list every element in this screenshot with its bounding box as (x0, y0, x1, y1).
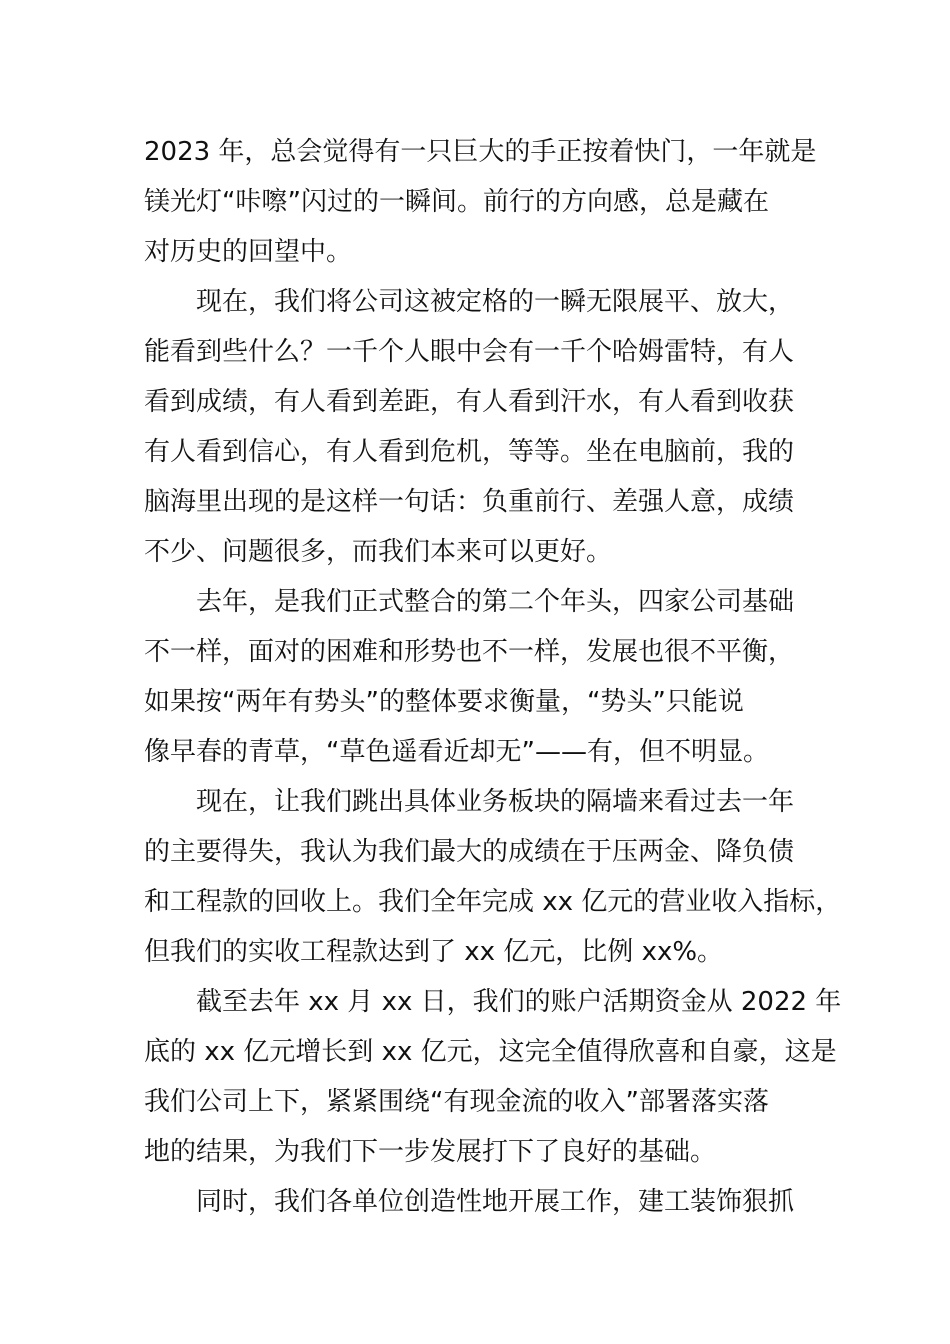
text-line: 去年，是我们正式整合的第二个年头，四家公司基础 (144, 587, 795, 617)
text-line: 不少、问题很多，而我们本来可以更好。 (144, 537, 613, 567)
text-line: 对历史的回望中。 (144, 237, 353, 267)
text-line: 像早春的青草，“草色遥看近却无”——有，但不明显。 (144, 737, 769, 767)
text-line: 同时，我们各单位创造性地开展工作，建工装饰狠抓 (144, 1187, 795, 1217)
text-line: 底的 xx 亿元增长到 xx 亿元，这完全值得欣喜和自豪，这是 (144, 1037, 837, 1067)
text-line: 现在，让我们跳出具体业务板块的隔墙来看过去一年 (144, 787, 795, 817)
text-line: 2023 年，总会觉得有一只巨大的手正按着快门，一年就是 (144, 137, 817, 167)
text-line: 看到成绩，有人看到差距，有人看到汗水，有人看到收获 (144, 387, 795, 417)
text-line: 脑海里出现的是这样一句话：负重前行、差强人意，成绩 (144, 487, 795, 517)
text-line: 现在，我们将公司这被定格的一瞬无限展平、放大， (144, 287, 795, 317)
text-line: 镁光灯“咔嚓”闪过的一瞬间。前行的方向感，总是藏在 (144, 187, 769, 217)
text-line: 和工程款的回收上。我们全年完成 xx 亿元的营业收入指标， (144, 887, 842, 917)
text-line: 我们公司上下，紧紧围绕“有现金流的收入”部署落实落 (144, 1087, 769, 1117)
text-line: 如果按“两年有势头”的整体要求衡量，“势头”只能说 (144, 687, 744, 717)
text-line: 截至去年 xx 月 xx 日，我们的账户活期资金从 2022 年 (144, 987, 842, 1017)
text-line: 能看到些什么？一千个人眼中会有一千个哈姆雷特，有人 (144, 337, 795, 367)
text-line: 有人看到信心，有人看到危机，等等。坐在电脑前，我的 (144, 437, 795, 467)
text-line: 的主要得失，我认为我们最大的成绩在于压两金、降负债 (144, 837, 795, 867)
text-line: 但我们的实收工程款达到了 xx 亿元，比例 xx%。 (144, 937, 724, 967)
text-line: 地的结果，为我们下一步发展打下了良好的基础。 (144, 1137, 717, 1167)
document-body (144, 127, 842, 1227)
text-line: 不一样，面对的困难和形势也不一样，发展也很不平衡， (144, 637, 795, 667)
